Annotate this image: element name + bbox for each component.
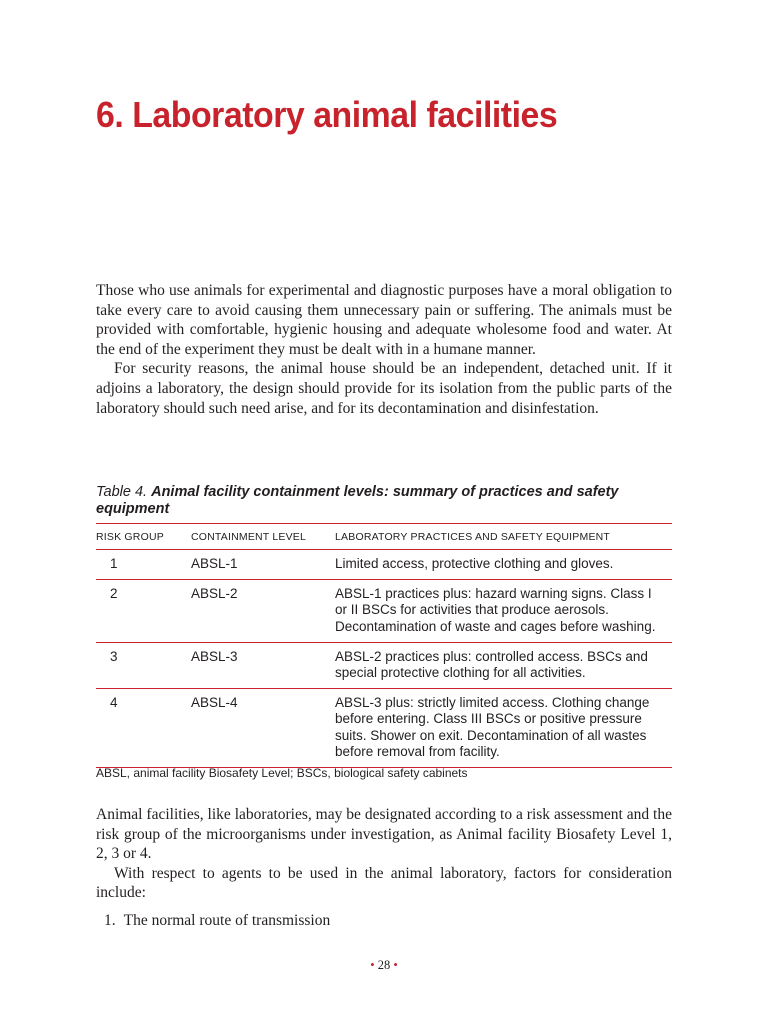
- practices-cell: ABSL-1 practices plus: hazard warning signs. Class I or II BSCs for activities that produce aerosols. Decontamination of waste and cages before washing.: [335, 580, 672, 643]
- header-practices: LABORATORY PRACTICES AND SAFETY EQUIPMENT: [335, 524, 672, 550]
- page-number-value: 28: [377, 958, 391, 972]
- table-caption-label: Table 4.: [96, 484, 148, 500]
- risk-group-cell: 1: [96, 550, 191, 580]
- containment-level-cell: ABSL-1: [191, 550, 335, 580]
- risk-group-cell: 3: [96, 642, 191, 688]
- intro-paragraph: Those who use animals for experimental and diagnostic purposes have a moral obligation to take every care to avoid causing them unnecessary pain or suffering. The animals must be provided with comfortable, hygienic housing and adequate wholesome food and water. At the end of the experiment they must be dealt with in a humane manner.: [96, 282, 672, 358]
- intro-paragraph: For security reasons, the animal house should be an independent, detached unit. If it adjoins a laboratory, the design should provide for its isolation from the public parts of the laboratory should such need arise, and for its decontamination and disinfestation.: [96, 360, 672, 417]
- table-row: [96, 689, 672, 768]
- containment-level-cell: ABSL-4: [191, 689, 335, 768]
- factor-list: [104, 911, 330, 931]
- containment-level-cell: ABSL-2: [191, 580, 335, 643]
- body-paragraph: Animal facilities, like laboratories, may be designated according to a risk assessment and the risk group of the microorganisms under investigation, as Animal facility Biosafety Level 1, 2, 3 or 4.: [96, 806, 672, 863]
- table-header-row: [96, 524, 672, 550]
- header-risk-group: RISK GROUP: [96, 524, 191, 550]
- list-item-text: The normal route of transmission: [123, 912, 331, 929]
- page-number: [0, 958, 768, 973]
- table-row: [96, 642, 672, 688]
- page-number-bullet-right: •: [393, 958, 398, 972]
- chapter-title: 6. Laboratory animal facilities: [96, 94, 558, 135]
- practices-cell: ABSL-3 plus: strictly limited access. Clothing change before entering. Class III BSCs or positive pressure suits. Shower on exit. Decontamination of all wastes before removal from facility.: [335, 689, 672, 768]
- risk-group-cell: 2: [96, 580, 191, 643]
- containment-level-cell: ABSL-3: [191, 642, 335, 688]
- table-caption-title: Animal facility containment levels: summary of practices and safety equipment: [96, 484, 619, 517]
- table-footnote: ABSL, animal facility Biosafety Level; BSCs, biological safety cabinets: [96, 766, 468, 780]
- body-paragraph: With respect to agents to be used in the animal laboratory, factors for consideration include:: [96, 864, 672, 902]
- table-row: [96, 580, 672, 643]
- risk-group-cell: 4: [96, 689, 191, 768]
- practices-cell: ABSL-2 practices plus: controlled access. BSCs and special protective clothing for all activities.: [335, 642, 672, 688]
- containment-table: [96, 523, 672, 768]
- list-item: [104, 911, 330, 931]
- page-number-bullet-left: •: [370, 958, 375, 972]
- table-row: [96, 550, 672, 580]
- header-containment-level: CONTAINMENT LEVEL: [191, 524, 335, 550]
- intro-text: [96, 281, 672, 418]
- practices-cell: Limited access, protective clothing and gloves.: [335, 550, 672, 580]
- list-item-number: 1.: [104, 912, 116, 929]
- table-caption: [96, 484, 672, 518]
- body-text: [96, 805, 672, 903]
